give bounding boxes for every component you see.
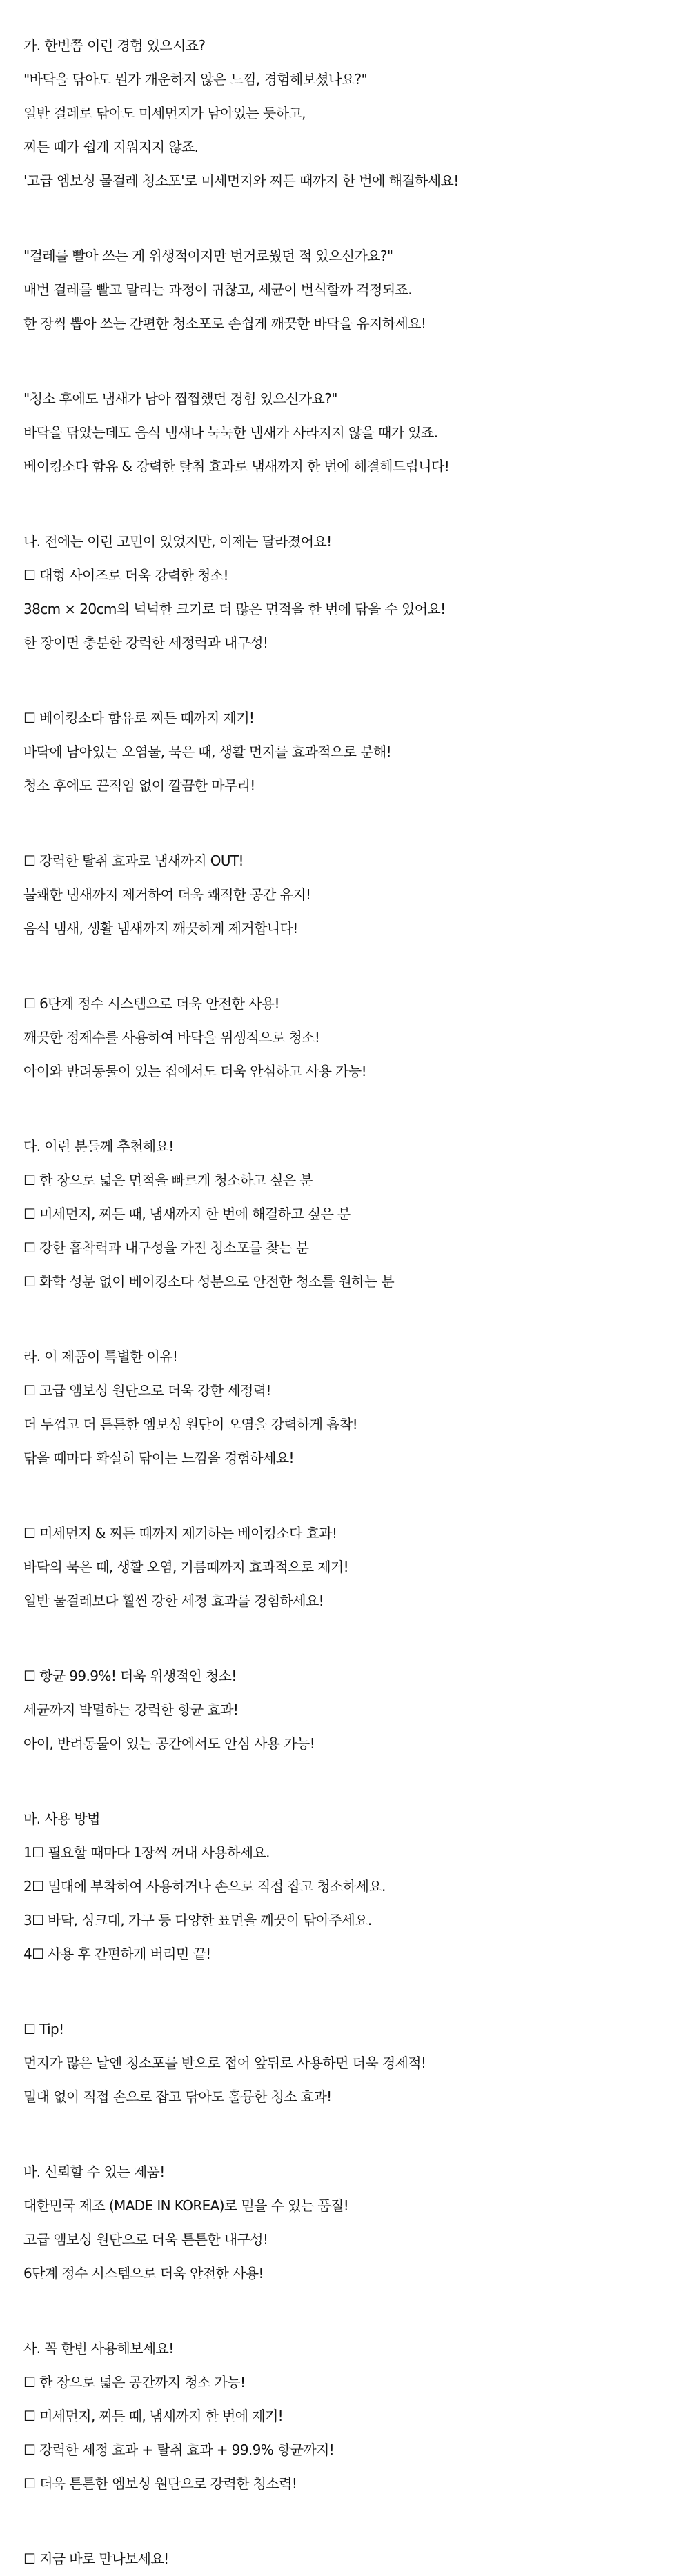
text-line: 4☐ 사용 후 간편하게 버리면 끝!: [23, 1946, 211, 1962]
text-section: [23, 844, 690, 946]
text-line: 고급 엠보싱 원단으로 더욱 튼튼한 내구성!: [23, 2231, 268, 2248]
section-heading-line: 나. 전에는 이런 고민이 있었지만, 이제는 달라졌어요!: [23, 533, 332, 550]
text-line: ☐ 고급 엠보싱 원단으로 더욱 강한 세정력!: [23, 1382, 271, 1399]
section-heading-line: ☐ 강력한 탈취 효과로 냄새까지 OUT!: [23, 852, 244, 869]
text-line: 대한민국 제조 (MADE IN KOREA)로 믿을 수 있는 품질!: [23, 2197, 349, 2214]
text-line: 2☐ 밀대에 부착하여 사용하거나 손으로 직접 잡고 청소하세요.: [23, 1878, 386, 1895]
section-heading-line: 사. 꼭 한번 사용해보세요!: [23, 2340, 174, 2357]
section-heading-line: ☐ 6단계 정수 시스템으로 더욱 안전한 사용!: [23, 995, 279, 1012]
text-line: 밀대 없이 직접 손으로 잡고 닦아도 훌륭한 청소 효과!: [23, 2088, 332, 2105]
text-section: [23, 239, 690, 341]
text-line: 아이, 반려동물이 있는 공간에서도 안심 사용 가능!: [23, 1735, 315, 1752]
text-section: [23, 701, 690, 803]
section-heading-line: 다. 이런 분들께 추천해요!: [23, 1138, 174, 1155]
text-line: ☐ 강력한 세정 효과 + 탈취 효과 + 99.9% 항균까지!: [23, 2442, 335, 2458]
text-line: 바닥을 닦았는데도 음식 냄새나 눅눅한 냄새가 사라지지 않을 때가 있죠.: [23, 424, 438, 441]
text-line: "바닥을 닦아도 뭔가 개운하지 않은 느낌, 경험해보셨나요?": [23, 71, 368, 88]
text-section: [23, 1802, 690, 1971]
text-line: '고급 엠보싱 물걸레 청소포'로 미세먼지와 찌든 때까지 한 번에 해결하세요!: [23, 172, 459, 189]
text-line: ☐ 화학 성분 없이 베이킹소다 성분으로 안전한 청소를 원하는 분: [23, 1273, 395, 1290]
text-line: 아이와 반려동물이 있는 집에서도 더욱 안심하고 사용 가능!: [23, 1063, 366, 1079]
text-line: 더 두껍고 더 튼튼한 엠보싱 원단이 오염을 강력하게 흡착!: [23, 1416, 358, 1432]
text-line: 닦을 때마다 확실히 닦이는 느낌을 경험하세요!: [23, 1450, 294, 1466]
section-heading-line: 가. 한번쯤 이런 경험 있으시죠?: [23, 37, 206, 54]
section-heading-line: ☐ 베이킹소다 함유로 찌든 때까지 제거!: [23, 710, 255, 726]
text-line: 베이킹소다 함유 & 강력한 탈취 효과로 냄새까지 한 번에 해결해드립니다!: [23, 458, 450, 475]
text-section: [23, 1517, 690, 1618]
text-section: [23, 1340, 690, 1475]
section-heading-line: "걸레를 빨아 쓰는 게 위생적이지만 번거로웠던 적 있으신가요?": [23, 248, 393, 264]
section-heading-line: 라. 이 제품이 특별한 이유!: [23, 1348, 178, 1365]
text-line: 깨끗한 정제수를 사용하여 바닥을 위생적으로 청소!: [23, 1029, 320, 1046]
text-line: ☐ 미세먼지, 찌든 때, 냄새까지 한 번에 제거!: [23, 2408, 284, 2424]
text-line: ☐ 더욱 튼튼한 엠보싱 원단으로 강력한 청소력!: [23, 2475, 297, 2492]
text-section: [23, 2332, 690, 2501]
text-section: [23, 525, 690, 660]
text-line: 세균까지 박멸하는 강력한 항균 효과!: [23, 1701, 239, 1718]
section-heading-line: ☐ 지금 바로 만나보세요!: [23, 2550, 169, 2567]
text-line: 6단계 정수 시스템으로 더욱 안전한 사용!: [23, 2265, 264, 2282]
text-line: 한 장씩 뽑아 쓰는 간편한 청소포로 손쉽게 깨끗한 바닥을 유지하세요!: [23, 315, 426, 332]
text-line: ☐ 미세먼지, 찌든 때, 냄새까지 한 번에 해결하고 싶은 분: [23, 1206, 351, 1222]
text-line: 일반 걸레로 닦아도 미세먼지가 남아있는 듯하고,: [23, 105, 306, 121]
text-line: 매번 걸레를 빨고 말리는 과정이 귀찮고, 세균이 번식할까 걱정되죠.: [23, 281, 413, 298]
text-line: 1☐ 필요할 때마다 1장씩 꺼내 사용하세요.: [23, 1844, 270, 1861]
text-line: 찌든 때가 쉽게 지워지지 않죠.: [23, 139, 199, 155]
text-line: 바닥의 묵은 때, 생활 오염, 기름때까지 효과적으로 제거!: [23, 1559, 349, 1575]
text-line: 불쾌한 냄새까지 제거하여 더욱 쾌적한 공간 유지!: [23, 886, 311, 903]
section-heading-line: 바. 신뢰할 수 있는 제품!: [23, 2164, 165, 2180]
text-line: 일반 물걸레보다 훨씬 강한 세정 효과를 경험하세요!: [23, 1592, 324, 1609]
text-line: 한 장이면 충분한 강력한 세정력과 내구성!: [23, 635, 268, 651]
text-line: ☐ 강한 흡착력과 내구성을 가진 청소포를 찾는 분: [23, 1239, 309, 1256]
text-line: ☐ 한 장으로 넓은 면적을 빠르게 청소하고 싶은 분: [23, 1172, 313, 1188]
section-heading-line: "청소 후에도 냄새가 남아 찝찝했던 경험 있으신가요?": [23, 390, 337, 407]
text-section: [23, 1130, 690, 1299]
section-heading-line: ☐ Tip!: [23, 2021, 64, 2037]
text-section: [23, 382, 690, 483]
text-line: 3☐ 바닥, 싱크대, 가구 등 다양한 표면을 깨끗이 닦아주세요.: [23, 1912, 372, 1928]
text-line: 청소 후에도 끈적임 없이 깔끔한 마무리!: [23, 777, 255, 794]
text-line: 음식 냄새, 생활 냄새까지 깨끗하게 제거합니다!: [23, 920, 298, 937]
section-heading-line: 마. 사용 방법: [23, 1810, 100, 1827]
text-line: 바닥에 남아있는 오염물, 묵은 때, 생활 먼지를 효과적으로 분해!: [23, 743, 391, 760]
text-section: [23, 1659, 690, 1761]
section-heading-line: ☐ 항균 99.9%! 더욱 위생적인 청소!: [23, 1668, 237, 1684]
text-section: [23, 987, 690, 1088]
text-section: [23, 2542, 690, 2576]
section-heading-line: ☐ 미세먼지 & 찌든 때까지 제거하는 베이킹소다 효과!: [23, 1525, 337, 1541]
text-line: ☐ 대형 사이즈로 더욱 강력한 청소!: [23, 567, 228, 583]
text-line: 38cm × 20cm의 넉넉한 크기로 더 많은 면적을 한 번에 닦을 수 있어요!: [23, 601, 446, 617]
text-section: [23, 29, 690, 198]
text-section: [23, 2155, 690, 2290]
text-line: 먼지가 많은 날엔 청소포를 반으로 접어 앞뒤로 사용하면 더욱 경제적!: [23, 2055, 426, 2071]
text-section: [23, 2013, 690, 2114]
text-line: ☐ 한 장으로 넓은 공간까지 청소 가능!: [23, 2374, 246, 2390]
